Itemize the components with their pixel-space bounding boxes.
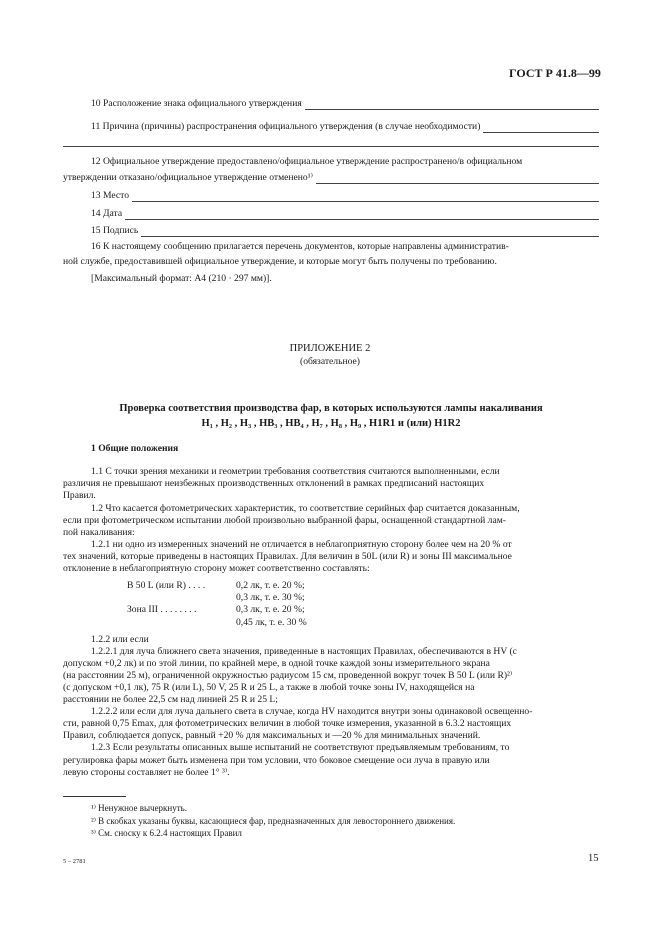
form-item-12: 12 Официальное утверждение предоставлено/официальное утверждение распространено/в официальном	[91, 156, 523, 167]
body-line: 1.2.2 или если	[91, 634, 149, 645]
body-line: сти, равной 0,75 Emax, для фотометрических величин в любой точке измерения, указанной в 6.3.2 настоящих	[63, 718, 512, 729]
max-format-note: [Максимальный формат: А4 (210 · 297 мм)].	[91, 273, 272, 284]
form-item-14	[91, 208, 599, 220]
body-line: тех значений, которые приведены в настоящих Правилах. Для величин в 50L (или R) и зоны III максимальное	[63, 551, 512, 562]
body-line: 1.2.3 Если результаты описанных выше испытаний не соответствуют предъявляемым требованиям, то	[91, 742, 510, 753]
page-number: 15	[588, 853, 599, 864]
tolerance-value: 0,3 лк, т. е. 20 %;	[236, 604, 305, 615]
body-line: допуском +0,2 лк) и по этой линии, по крайней мере, в одной точке каждой зоны измерительного экрана	[63, 658, 490, 669]
form-item-label: 11 Причина (причины) распространения официального утверждения (в случае необходимости)	[91, 121, 481, 132]
body-line: Правил.	[63, 490, 96, 501]
blank-line	[125, 210, 599, 220]
body-line: пой накаливания:	[63, 527, 135, 538]
section-title-line-1: Проверка соответствия производства фар, в которых используются лампы накаливания	[119, 403, 543, 414]
tolerance-value: 0,45 лк, т. е. 30 %	[236, 617, 307, 628]
tolerance-value: 0,2 лк, т. е. 20 %;	[236, 580, 305, 591]
print-code: 5 – 2781	[63, 858, 86, 865]
body-line: левую стороны составляет не более 1° ³⁾.	[63, 767, 230, 778]
body-line: 1.2.1 ни одно из измеренных значений не отличается в неблагоприятную сторону более чем на 20 % от	[91, 539, 512, 550]
form-item-11	[91, 121, 599, 133]
section-1-heading: 1 Общие положения	[91, 443, 179, 454]
body-line: (с допуском +0,1 лк), 75 R (или L), 50 V, 25 R и 25 L, а также в любой точке зоны IV, находящейся на	[63, 682, 475, 693]
form-item-10	[91, 98, 599, 110]
form-item-label: 15 Подпись	[91, 225, 139, 236]
item-16-line-1: 16 К настоящему сообщению прилагается перечень документов, которые направлены административ-	[91, 241, 509, 252]
body-line: если при фотометрическом испытании любой произвольно выбранной фары, оснащенной стандартной лам-	[63, 515, 506, 526]
body-line: Правил, соблюдается допуск, равный +20 % для максимальных и —20 % для минимальных значений.	[63, 730, 481, 741]
body-line: 1.2 Что касается фотометрических характеристик, то соответствие серийных фар считается доказанным,	[91, 503, 520, 514]
tolerance-label: B 50 L (или R) . . . .	[127, 580, 206, 591]
body-line: отклонение в неблагоприятную сторону может соответственно составлять:	[63, 563, 370, 574]
form-item-12-cont	[63, 172, 599, 184]
form-item-label: 10 Расположение знака официального утверждения	[91, 98, 302, 109]
footnote-1: ¹⁾ Ненужное вычеркнуть.	[91, 803, 188, 813]
blank-line	[132, 192, 599, 202]
blank-line	[316, 174, 599, 184]
body-line: 1.1 С точки зрения механики и геометрии требования соответствия считаются выполненными, если	[91, 466, 500, 477]
form-item-label: 13 Место	[91, 190, 130, 201]
document-code: ГОСТ Р 41.8—99	[509, 66, 601, 80]
form-item-15	[91, 225, 599, 237]
item-16-line-2: ной службе, предоставившей официальное утверждение, и которые могут быть получены по требованию.	[63, 256, 497, 267]
blank-line	[305, 100, 599, 110]
form-item-label: утверждении отказано/официальное утверждение отменено¹⁾	[63, 172, 313, 183]
form-item-label: 14 Дата	[91, 208, 123, 219]
body-line: регулировка фары может быть изменена при том условии, что боковое смещение оси луча в правую или	[63, 755, 490, 766]
tolerance-label: Зона III . . . . . . . .	[127, 604, 197, 615]
body-line: различия не превышают неизбежных производственных отклонений в рамках предписаний настоящих	[63, 478, 485, 489]
body-line: 1.2.2.2 или если для луча дальнего света в случае, когда HV находится внутри зоны одинаковой освещенно-	[91, 706, 533, 717]
blank-line	[483, 123, 599, 133]
body-line: (на расстоянии 25 м), ограниченной окружностью радиусом 15 см, проведенной вокруг точек B 50 L (или R)²⁾	[63, 670, 513, 681]
blank-line	[141, 227, 599, 237]
tolerance-value: 0,3 лк, т. е. 30 %;	[236, 592, 305, 603]
section-title-line-2: H₁ , H₂ , H₃ , HB₃ , HB₄ , H₇ , H₈ , H₉ , H1R1 и (или) H1R2	[201, 418, 461, 429]
blank-line	[63, 146, 599, 147]
footnote-separator	[63, 796, 126, 797]
footnote-3: ³⁾ См. сноску к 6.2.4 настоящих Правил	[91, 828, 242, 838]
appendix-subtitle: (обязательное)	[300, 356, 360, 367]
footnote-2: ²⁾ В скобках указаны буквы, касающиеся фар, предназначенных для левостороннего движения.	[91, 816, 456, 826]
body-line: 1.2.2.1 для луча ближнего света значения, приведенные в настоящих Правилах, обеспечиваются в HV (с	[91, 646, 517, 657]
body-line: расстоянии не более 22,5 см над линией 25 R и 25 L;	[63, 694, 278, 705]
appendix-title: ПРИЛОЖЕНИЕ 2	[289, 343, 371, 354]
form-item-13	[91, 190, 599, 202]
